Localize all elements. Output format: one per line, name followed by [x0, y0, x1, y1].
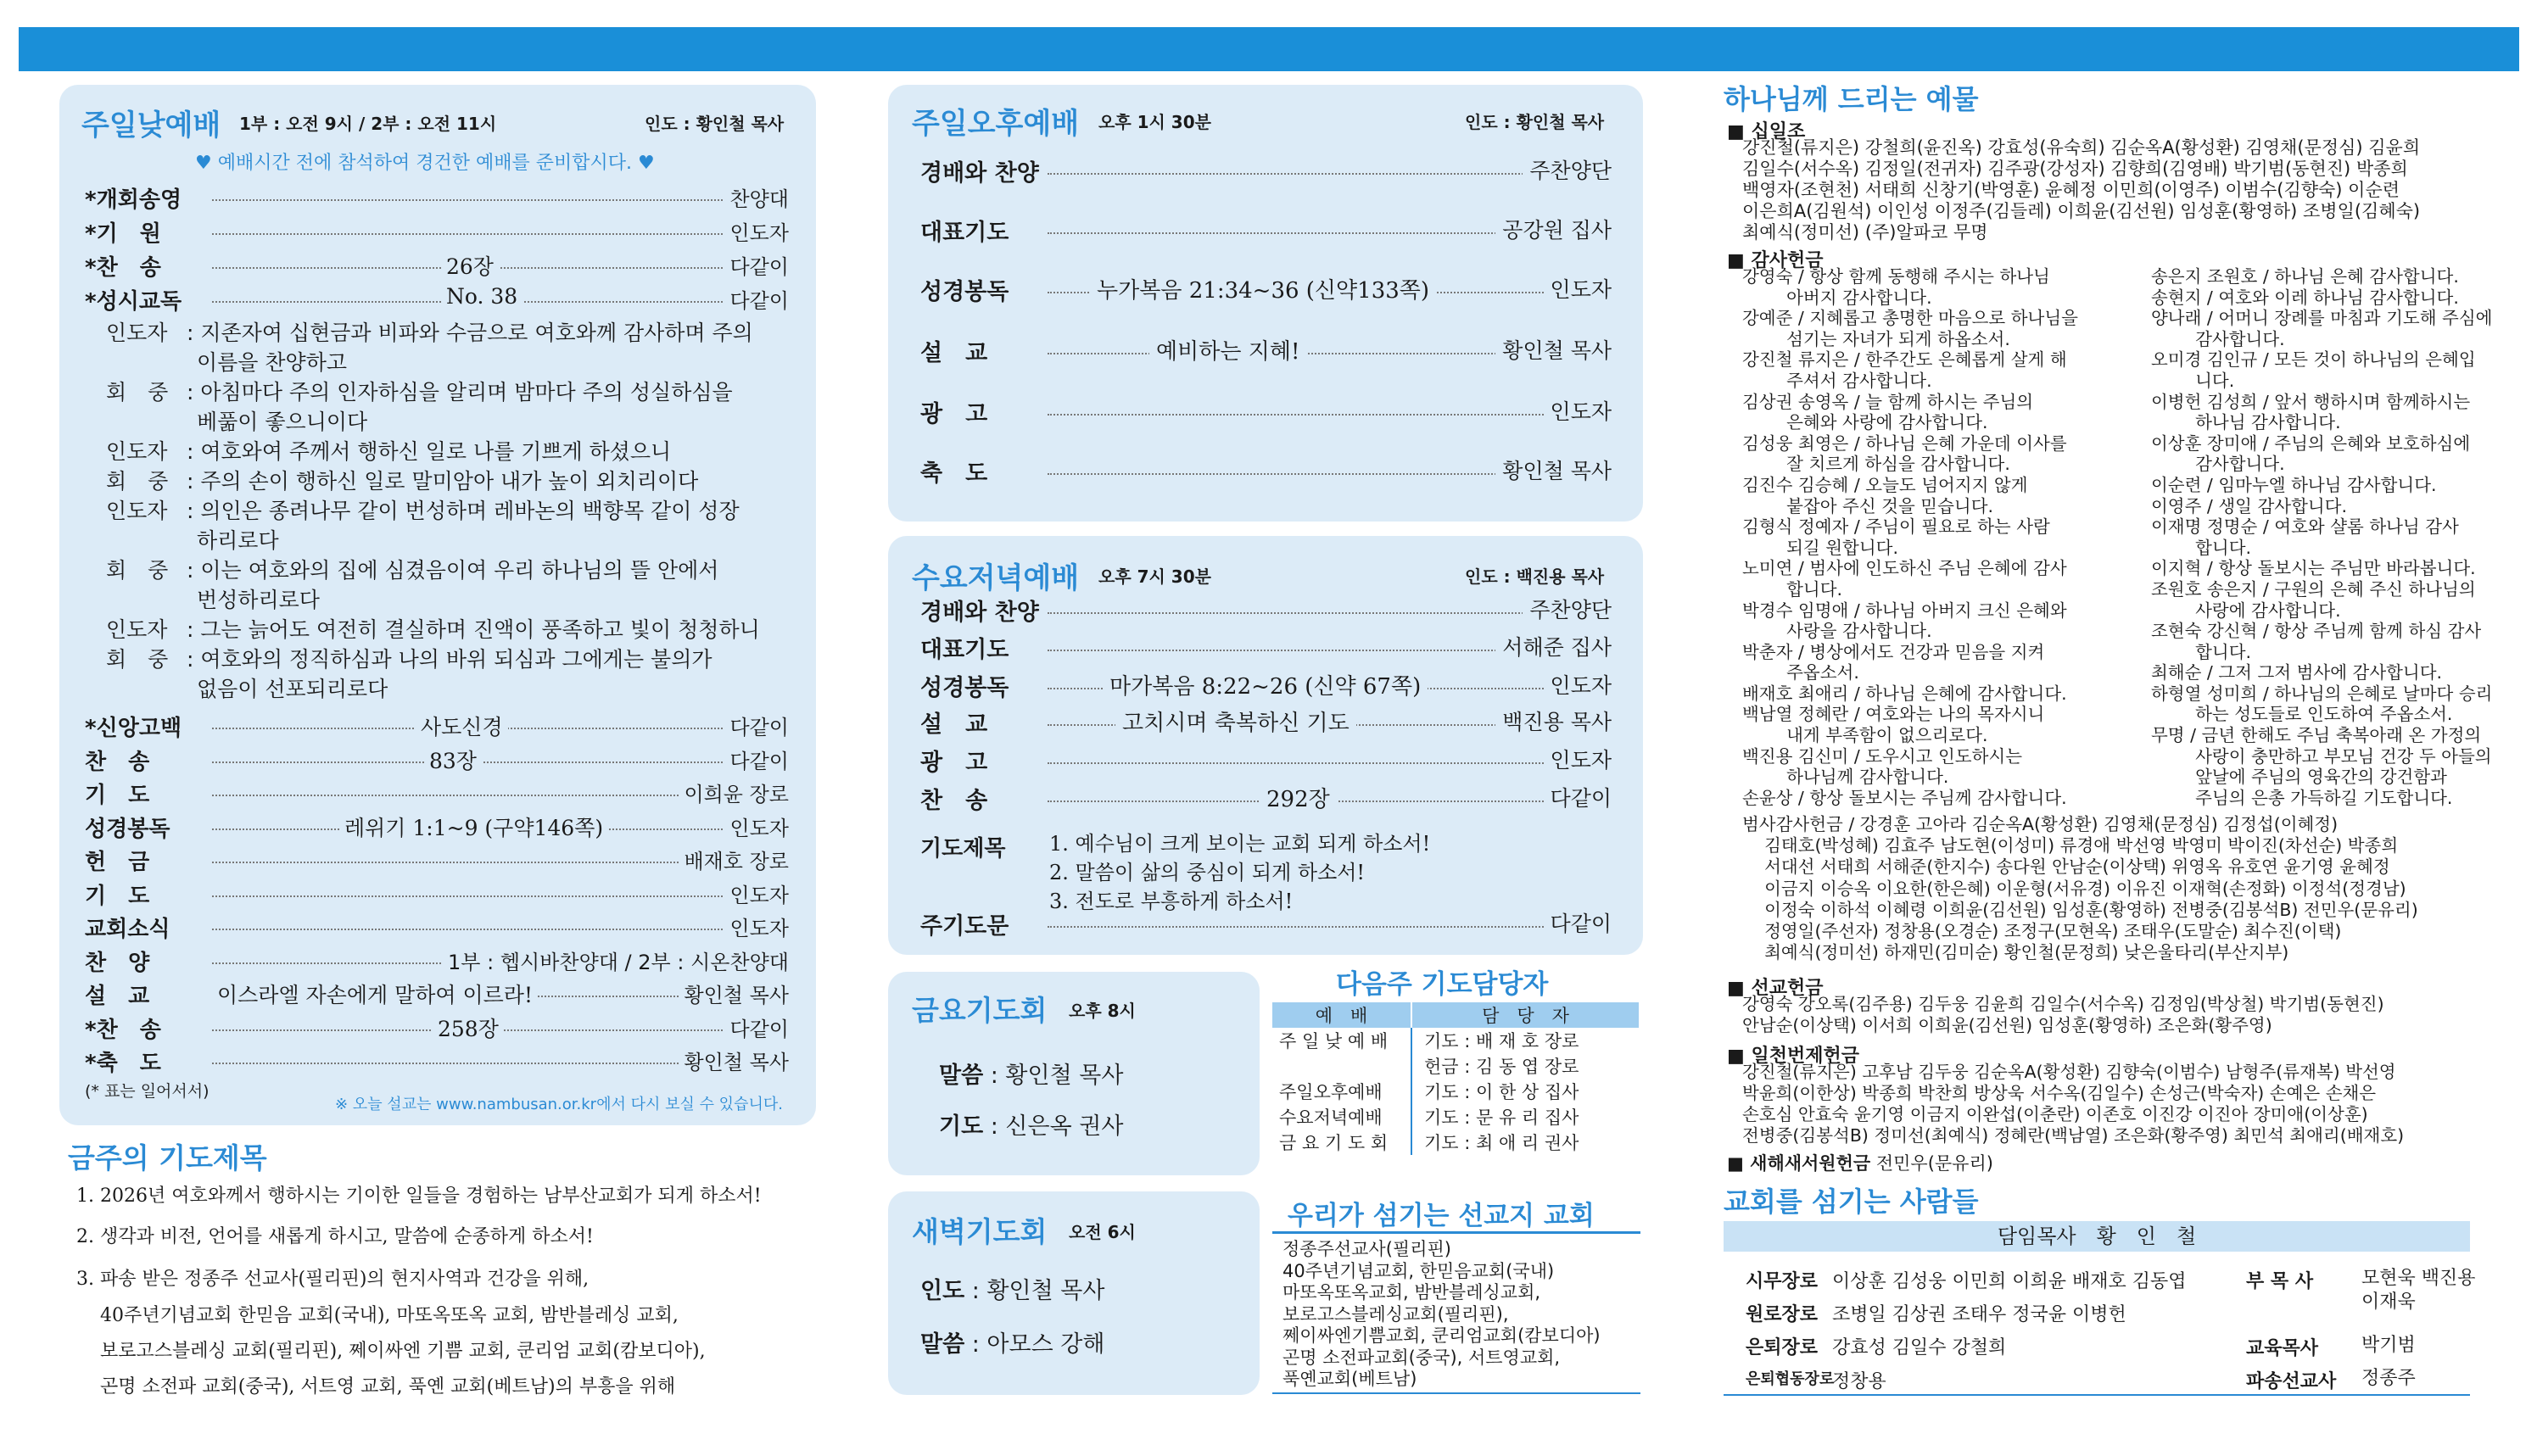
row-label: 교회소식 [85, 917, 170, 942]
line-label: 말씀 [939, 1063, 984, 1089]
top-banner [19, 27, 2519, 71]
reading-speaker: 인도자 [106, 439, 168, 464]
row-right: 다같이 [1544, 782, 1612, 812]
row-content: 고치시며 축복하신 기도 [1115, 706, 1356, 737]
row-content: No. 38 [441, 284, 522, 309]
reading-text: : 그는 늙어도 여전히 결실하며 진액이 풍족하고 빛이 청청하니 [187, 617, 760, 642]
prayer-line: 2. 생각과 비전, 언어를 새롭게 하시고, 말씀에 순종하게 하소서! [76, 1226, 594, 1247]
service-time: 1부 : 오전 9시 / 2부 : 오전 11시 [239, 114, 497, 134]
row-label: 성경봉독 [920, 675, 1009, 701]
row-label: 기 도 [85, 783, 150, 808]
order-row [85, 778, 789, 810]
row-label: 주기도문 [920, 913, 1009, 940]
thanks-list-right: 송은지 조원호 / 하나님 은혜 감사합니다. 송현지 / 여호와 이레 하나님 감사합니다. 양나래 / 어머니 장례를 마침과 기도해 주심에 감사합니다. 오미경 김인규 / 모든 것이 하나님의 은혜입 니다. 이병헌 김성희 / 앞서 행하시며 함께하시는 하나님 감사합니다. 이상훈 장미애 / 주님의 은혜와 보호하심에 감사합니다. 이순련 / 임마누엘 하나님 감사합니다. 이영주 / 생일 감사합니다. 이재명 정명순 / 여호와 샬롬 하나님 감사 합니다. 이지혁 / 항상 돌보시는 주님만 바라봅니다. 조원호 송은지 / 구원의 은혜 주신 하나님의 사랑에 감사합니다. 조현숙 강신혁 / 항상 주님께 함께 하심 감사 합니다. 최해순 / 그저 그저 범사에 감사합니다. 하형열 성미희 / 하나님의 은혜로 날마다 승리 하는 성도들로 인도하여 주옵소서. 무명 / 금년 한해도 주님 축복아래 온 가정의 사랑이 충만하고 부모님 건강 두 아들의 앞날에 주님의 영육간의 강건함과 주님의 은총 가득하길 기도합니다. [2151, 266, 2493, 808]
reading-line [106, 615, 802, 644]
row-content: 이스라엘 자손에게 말하여 이르라! [212, 979, 538, 1009]
staff-role: 부 목 사 [2246, 1271, 2314, 1292]
staff-names: 정창용 [1832, 1371, 1886, 1392]
row-right: 배재호 장로 [679, 845, 789, 874]
row-right: 인도자 [724, 216, 789, 246]
reading-text: : 의인은 종려나무 같이 번성하며 레바논의 백향목 같이 성장 [187, 499, 740, 523]
newyear-offering [1727, 1150, 1993, 1175]
service-cell: 금 요 기 도 회 [1272, 1130, 1411, 1155]
prayer-topics-label: 기도제목 [920, 836, 1006, 862]
row-label: 헌 금 [85, 850, 150, 875]
service-cell: 수요저녁예배 [1272, 1104, 1411, 1130]
panel-title: 금요기도회 [912, 994, 1048, 1027]
order-row [920, 455, 1612, 488]
reading-speaker: 인도자 [106, 499, 168, 523]
row-label: *성시교독 [85, 289, 182, 315]
staff-role: 파송선교사 [2246, 1371, 2337, 1392]
row-label: 성경봉독 [85, 816, 170, 842]
order-row [85, 812, 789, 844]
row-label: 찬 송 [85, 749, 150, 775]
order-row [920, 395, 1612, 429]
panel-title: 수요저녁예배 [912, 561, 1080, 595]
row-right: 다같이 [1544, 907, 1612, 938]
row-right: 1부 : 헵시바찬양대 / 2부 : 시온찬양대 [443, 946, 789, 975]
reading-speaker: 인도자 [106, 321, 168, 345]
row-label: 경배와 찬양 [920, 600, 1039, 626]
sunday-morning-panel [59, 85, 816, 1125]
order-row [85, 979, 789, 1011]
row-label: 광 고 [920, 401, 988, 427]
staff-role: 시무장로 [1746, 1271, 1819, 1292]
order-row [85, 845, 789, 877]
assignee-cell: 기도 : 이 한 상 집사 [1424, 1082, 1579, 1102]
row-label: *찬 송 [85, 255, 161, 281]
reading-line [106, 348, 802, 377]
leader-dots [1048, 414, 1605, 416]
line-value: : 황인철 목사 [983, 1063, 1124, 1089]
row-right: 다같이 [724, 284, 789, 314]
staff-role: 원로장로 [1746, 1304, 1819, 1325]
row-right: 주찬양단 [1523, 154, 1612, 185]
service-leader: 인도 : 황인철 목사 [645, 114, 785, 134]
reading-text: 하리로다 [197, 528, 279, 553]
panel-title: 주일오후예배 [912, 107, 1080, 141]
reading-line [106, 437, 802, 466]
reading-speaker: 회 중 [106, 647, 169, 672]
staff-role: 은퇴협동장로 [1746, 1370, 1835, 1388]
row-right: 공강원 집사 [1495, 214, 1612, 244]
line-value: : 아모스 강해 [964, 1331, 1105, 1358]
leader-dots [212, 895, 780, 897]
row-right: 인도자 [724, 879, 789, 908]
row-label: *신앙고백 [85, 716, 182, 741]
order-row [920, 594, 1612, 628]
service-leader: 인도 : 백진용 목사 [1465, 566, 1605, 587]
prayer-title: 금주의 기도제목 [68, 1141, 267, 1174]
assignee-cell: 헌금 : 김 동 엽 장로 [1424, 1057, 1579, 1077]
row-label: 대표기도 [920, 220, 1009, 246]
row-right: 다같이 [724, 250, 789, 280]
order-row [85, 1013, 789, 1045]
order-row [85, 711, 789, 743]
order-row [85, 946, 789, 978]
sermon-replay-note: ※ 오늘 설교는 www.nambusan.or.kr에서 다시 보실 수 있습니다. [335, 1096, 783, 1113]
staff-role: 은퇴장로 [1746, 1337, 1819, 1358]
panel-title: 주일낮예배 [81, 109, 221, 142]
mission-offering-list: 강영숙 강오록(김주용) 김두웅 김윤희 김일수(서수옥) 김정임(박상철) 박기범(동현진) 안남순(이상택) 이서희 이희윤(김선원) 임성훈(황영하) 조은화(황주영) [1742, 994, 2384, 1035]
staff-names: 모현욱 백진용 이재욱 [2361, 1268, 2476, 1313]
row-label: 설 교 [920, 711, 988, 738]
reading-line [106, 585, 802, 615]
burnt-offering-list: 강진철(류지은) 고후남 김두웅 김순옥A(황성환) 김향숙(이범수) 남형주(류재복) 박선영 박윤희(이한상) 박종희 박찬희 방상욱 서수옥(김일수) 손성근(박숙자) 손예은 손채은 손호심 안효숙 윤기영 이금지 이완섭(이춘란) 이존호 이진강 이진아 장미애(이상훈) 전병중(김봉석B) 정미선(최예식) 정혜란(백남열) 조은화(황주영) 최민석 최애리(배재호) [1742, 1062, 2405, 1146]
row-right: 서해준 집사 [1495, 631, 1612, 661]
sunday-afternoon-panel [888, 85, 1643, 522]
line-value: : 신은옥 권사 [983, 1113, 1124, 1140]
reading-text: : 여호와의 정직하심과 나의 바위 되심과 그에게는 불의가 [187, 647, 712, 672]
row-content: 마가복음 8:22~26 (신약 67쪽) [1103, 669, 1428, 700]
table-row [1272, 1053, 1639, 1079]
staff-names: 정종주 [2361, 1368, 2416, 1389]
reading-text: : 지존자여 십현금과 비파와 수금으로 여호와께 감사하며 주의 [187, 321, 753, 345]
staff-names: 강효성 김일수 강철희 [1832, 1337, 2007, 1358]
prayer-item: 3. 전도로 부흥하게 하소서! [1049, 890, 1294, 913]
thanks-heading: ■ 감사헌금 [1727, 250, 1824, 271]
reading-text: 없음이 선포되리로다 [197, 677, 388, 701]
assignee-cell: 기도 : 문 유 리 집사 [1424, 1107, 1579, 1128]
service-cell: 주 일 낮 예 배 [1272, 1028, 1411, 1053]
reading-line [106, 526, 802, 555]
row-label: 기 도 [85, 883, 150, 909]
reading-text: 이름을 찬양하고 [197, 350, 347, 375]
row-label: 찬 송 [920, 788, 988, 814]
reading-line [106, 496, 802, 526]
row-right: 황인철 목사 [679, 979, 789, 1008]
order-row [920, 273, 1612, 307]
reading-text: 번성하리로다 [197, 588, 320, 612]
table-row [1272, 1130, 1639, 1155]
row-right: 인도자 [724, 912, 789, 941]
row-right: 인도자 [1544, 273, 1612, 304]
order-row [920, 782, 1612, 816]
prayer-topics [1049, 829, 1430, 916]
mission-box [1272, 1231, 1640, 1394]
reading-line [106, 674, 802, 704]
order-row [920, 631, 1612, 665]
row-right: 인도자 [1544, 744, 1612, 774]
row-label: *개회송영 [85, 187, 182, 213]
row-right: 인도자 [724, 812, 789, 841]
order-row [920, 334, 1612, 368]
order-row [920, 214, 1612, 248]
row-content: 258장 [433, 1013, 504, 1043]
prayer-item: 2. 말씀이 삶의 중심이 되게 하소서! [1049, 861, 1366, 884]
row-right: 황인철 목사 [1495, 455, 1612, 485]
line-label: 말씀 [920, 1331, 965, 1358]
reading-line [106, 644, 802, 674]
row-content: 26장 [441, 250, 499, 281]
senior-pastor-bar: 담임목사 황 인 철 [1724, 1221, 2470, 1252]
order-row [85, 250, 789, 282]
mission-list: 정종주선교사(필리핀) 40주년기념교회, 한믿음교회(국내) 마또옥또옥교회, 밤반블레싱교회, 보로고스블레싱교회(필리핀), 쩨이싸엔기쁨교회, 쿤리엄교회(캄보디아) 곤명 소전파교회(중국), 서트영교회, 푹옌교회(베트남) [1282, 1239, 1601, 1389]
table-row [1272, 1079, 1639, 1104]
prayer-line: 곤명 소전파 교회(중국), 서트영 교회, 푹옌 교회(베트남)의 부흥을 위해 [100, 1376, 676, 1397]
assignee-cell: 기도 : 최 애 리 권사 [1424, 1133, 1579, 1153]
line-value: : 황인철 목사 [964, 1278, 1105, 1304]
row-label: 대표기도 [920, 637, 1009, 663]
newyear-list: 전민우(문유리) [1870, 1153, 1993, 1174]
row-label: 경배와 찬양 [920, 160, 1039, 187]
reading-speaker: 회 중 [106, 558, 169, 583]
row-right: 이희윤 장로 [679, 778, 789, 807]
order-row [85, 912, 789, 944]
offering-title: 하나님께 드리는 예물 [1724, 83, 1979, 115]
dawn-sermon [920, 1325, 1104, 1358]
row-right: 황인철 목사 [679, 1046, 789, 1075]
leader-dots [1048, 612, 1605, 614]
service-time: 오전 6시 [1069, 1222, 1136, 1242]
row-label: 찬 양 [85, 950, 150, 976]
row-label: 설 교 [85, 984, 150, 1009]
table-header [1272, 1002, 1639, 1028]
staff-names: 조병일 김상권 조태우 정국윤 이병헌 [1832, 1304, 2126, 1325]
prayer-line: 1. 2026년 여호와께서 행하시는 기이한 일들을 경험하는 남부산교회가 되게 하소서! [76, 1185, 762, 1207]
friday-panel [888, 972, 1260, 1175]
reading-line [106, 555, 802, 585]
order-row [920, 706, 1612, 739]
table-row [1272, 1104, 1639, 1130]
standing-note: (* 표는 일어서서) [85, 1082, 210, 1101]
service-cell [1272, 1053, 1411, 1079]
row-label: *축 도 [85, 1051, 161, 1076]
staff-title: 교회를 섬기는 사람들 [1724, 1185, 1979, 1218]
general-thanks-list: 범사감사헌금 / 강경훈 고아라 김순옥A(황성환) 김영채(문정심) 김정섭(이혜정) 김태호(박성혜) 김효주 남도현(이성미) 류경애 박선영 박영미 박이진(차선순) 박종희 서대선 서태희 서해준(한지수) 송다원 안남순(이상택) 위영옥 유호연 윤기영 윤혜정 이금지 이승옥 이요한(한은혜) 이운형(서유경) 이유진 이재혁(손정화) 이정석(정경남) 이정숙 이하석 이혜령 이희윤(김선원) 임성훈(황영하) 전병중(김봉석B) 전민우(문유리) 정영일(주선자) 정창용(오경순) 조정구(모현옥) 조태우(도말순) 최수진(이택) 최예식(정미선) 하재민(김미순) 황인철(문정희) 낮은울타리(부산지부) [1742, 814, 2418, 963]
service-time: 오후 7시 30분 [1098, 566, 1211, 587]
lords-prayer-row [920, 907, 1612, 941]
dawn-panel [888, 1191, 1260, 1395]
order-row [920, 669, 1612, 703]
table-row [1272, 1028, 1639, 1053]
panel-title: 새벽기도회 [912, 1215, 1048, 1248]
reading-text: : 주의 손이 행하신 일로 말미암아 내가 높이 외치리이다 [187, 469, 699, 494]
friday-prayer [939, 1107, 1123, 1141]
row-label: *찬 송 [85, 1017, 161, 1043]
row-right: 황인철 목사 [1495, 334, 1612, 365]
burnt-offering-heading: ■ 일천번제헌금 [1727, 1046, 1859, 1067]
row-right: 다같이 [724, 711, 789, 740]
row-right: 인도자 [1544, 669, 1612, 700]
service-cell: 주일오후예배 [1272, 1079, 1411, 1104]
reading-text: : 아침마다 주의 인자하심을 알리며 밤마다 주의 성실하심을 [187, 380, 733, 404]
prayer-line: 보로고스블레싱 교회(필리핀), 쩨이싸엔 기쁨 교회, 쿤리엄 교회(캄보디아), [100, 1341, 706, 1362]
row-content: 레위기 1:1~9 (구약146쪽) [339, 812, 608, 842]
order-row [85, 745, 789, 777]
row-label: *기 원 [85, 221, 161, 247]
reading-line [106, 318, 802, 348]
staff-names: 박기범 [2361, 1335, 2416, 1356]
next-week-table [1272, 1002, 1639, 1155]
row-label: 설 교 [920, 340, 988, 366]
prayer-line: 40주년기념교회 한믿음 교회(국내), 마또옥또옥 교회, 밤반블레싱 교회, [100, 1305, 679, 1326]
order-row [920, 154, 1612, 188]
row-label: 축 도 [920, 460, 988, 487]
header-cell: 담 당 자 [1482, 1006, 1569, 1026]
row-right: 인도자 [1544, 395, 1612, 426]
notice-text: ♥ 예배시간 전에 참석하여 경건한 예배를 준비합시다. ♥ [195, 153, 655, 174]
order-row [920, 744, 1612, 778]
row-content: 예비하는 지혜! [1149, 334, 1306, 365]
service-leader: 인도 : 황인철 목사 [1465, 112, 1605, 132]
tithe-list: 강진철(류지은) 강철희(윤진옥) 강효성(유숙희) 김순옥A(황성환) 김영채(문정심) 김윤희 김일수(서수옥) 김정일(전귀자) 김주광(강성자) 김향희(김영배) 박기범(동현진) 박종희 백영자(조현천) 서태희 신창기(박영훈) 윤혜정 이민희(이영주) 이범수(김향숙) 이순련 이은희A(김원석) 이인성 이정주(김들레) 이희윤(김선원) 임성훈(황영하) 조병일(김혜숙) 최예식(정미선) (주)알파코 무명 [1742, 137, 2421, 243]
row-right: 다같이 [724, 745, 789, 774]
row-right: 다같이 [724, 1013, 789, 1042]
staff-role: 교육목사 [2246, 1338, 2319, 1359]
leader-dots [212, 761, 780, 763]
reading-text: : 여호와여 주께서 행하신 일로 나를 기쁘게 하셨으니 [187, 439, 672, 464]
service-time: 오후 8시 [1069, 1001, 1136, 1021]
staff-divider [1724, 1394, 2470, 1396]
line-label: 기도 [939, 1113, 984, 1140]
row-right: 찬양대 [724, 182, 789, 212]
leader-dots [1048, 173, 1605, 175]
row-right: 백진용 목사 [1495, 706, 1612, 736]
row-label: 성경봉독 [920, 279, 1009, 305]
tithe-heading: ■ 십일조 [1727, 121, 1806, 142]
row-label: 광 고 [920, 750, 988, 776]
row-right: 주찬양단 [1523, 594, 1612, 624]
friday-sermon [939, 1057, 1123, 1090]
assignee-cell: 기도 : 배 재 호 장로 [1424, 1031, 1579, 1052]
row-content: 누가복음 21:34~36 (신약133쪽) [1090, 273, 1436, 304]
reading-speaker: 인도자 [106, 617, 168, 642]
reading-line [106, 407, 802, 437]
mission-offering-heading: ■ 선교헌금 [1727, 978, 1824, 999]
row-content: 83장 [424, 745, 482, 775]
row-content: 292장 [1260, 782, 1337, 813]
reading-text: : 이는 여호와의 집에 심겼음이여 우리 하나님의 뜰 안에서 [187, 558, 719, 583]
leader-dots [212, 233, 780, 235]
leader-dots [212, 199, 780, 201]
next-week-title: 다음주 기도담당자 [1336, 969, 1549, 1000]
wednesday-panel [888, 536, 1643, 955]
reading-speaker: 회 중 [106, 469, 169, 494]
order-row [85, 879, 789, 911]
leader-dots [1048, 762, 1605, 764]
order-row [85, 1046, 789, 1078]
reading-speaker: 회 중 [106, 380, 169, 404]
prayer-item: 1. 예수님이 크게 보이는 교회 되게 하소서! [1049, 832, 1431, 856]
order-row [85, 216, 789, 248]
leader-dots [212, 929, 780, 930]
thanks-list-left: 강영숙 / 항상 함께 동행해 주시는 하나님 아버지 감사합니다. 강예준 / 지혜롭고 총명한 마음으로 하나님을 섬기는 자녀가 되게 하옵소서. 강진철 류지은 / 한주간도 은혜롭게 살게 해 주셔서 감사합니다. 김상권 송영옥 / 늘 함께 하시는 주님의 은혜와 사랑에 감사합니다. 김성웅 최영은 / 하나님 은혜 가운데 이사를 잘 치르게 하심을 감사합니다. 김진수 김승혜 / 오늘도 넘어지지 않게 붙잡아 주신 것을 믿습니다. 김형식 정예자 / 주님이 필요로 하는 사람 되길 원합니다. 노미연 / 범사에 인도하신 주님 은혜에 감사 합니다. 박경수 임명애 / 하나님 아버지 크신 은혜와 사랑을 감사합니다. 박춘자 / 병상에서도 건강과 믿음을 지켜 주옵소서. 배재호 최애리 / 하나님 은혜에 감사합니다. 백남열 정혜란 / 여호와는 나의 목자시니 내게 부족함이 없으리로다. 백진용 김신미 / 도우시고 인도하시는 하나님께 감사합니다. 손윤상 / 항상 돌보시는 주님께 감사합니다. [1742, 266, 2078, 808]
service-time: 오후 1시 30분 [1098, 112, 1211, 132]
prayer-line: 3. 파송 받은 정종주 선교사(필리핀)의 현지사역과 건강을 위해, [76, 1269, 590, 1290]
order-row [85, 284, 789, 316]
order-row [85, 182, 789, 215]
newyear-heading: ■ 새해새서원헌금 [1727, 1153, 1871, 1174]
row-content: 사도신경 [416, 711, 508, 741]
reading-line [106, 377, 802, 407]
header-cell: 예 배 [1272, 1002, 1411, 1028]
dawn-leader [920, 1272, 1104, 1305]
line-label: 인도 [920, 1278, 965, 1304]
mission-churches-title: 우리가 섬기는 선교지 교회 [1288, 1201, 1595, 1231]
staff-names: 이상훈 김성웅 이민희 이희윤 배재호 김동엽 [1832, 1271, 2187, 1292]
reading-line [106, 466, 802, 496]
reading-text: 베풂이 좋으니이다 [197, 410, 368, 434]
